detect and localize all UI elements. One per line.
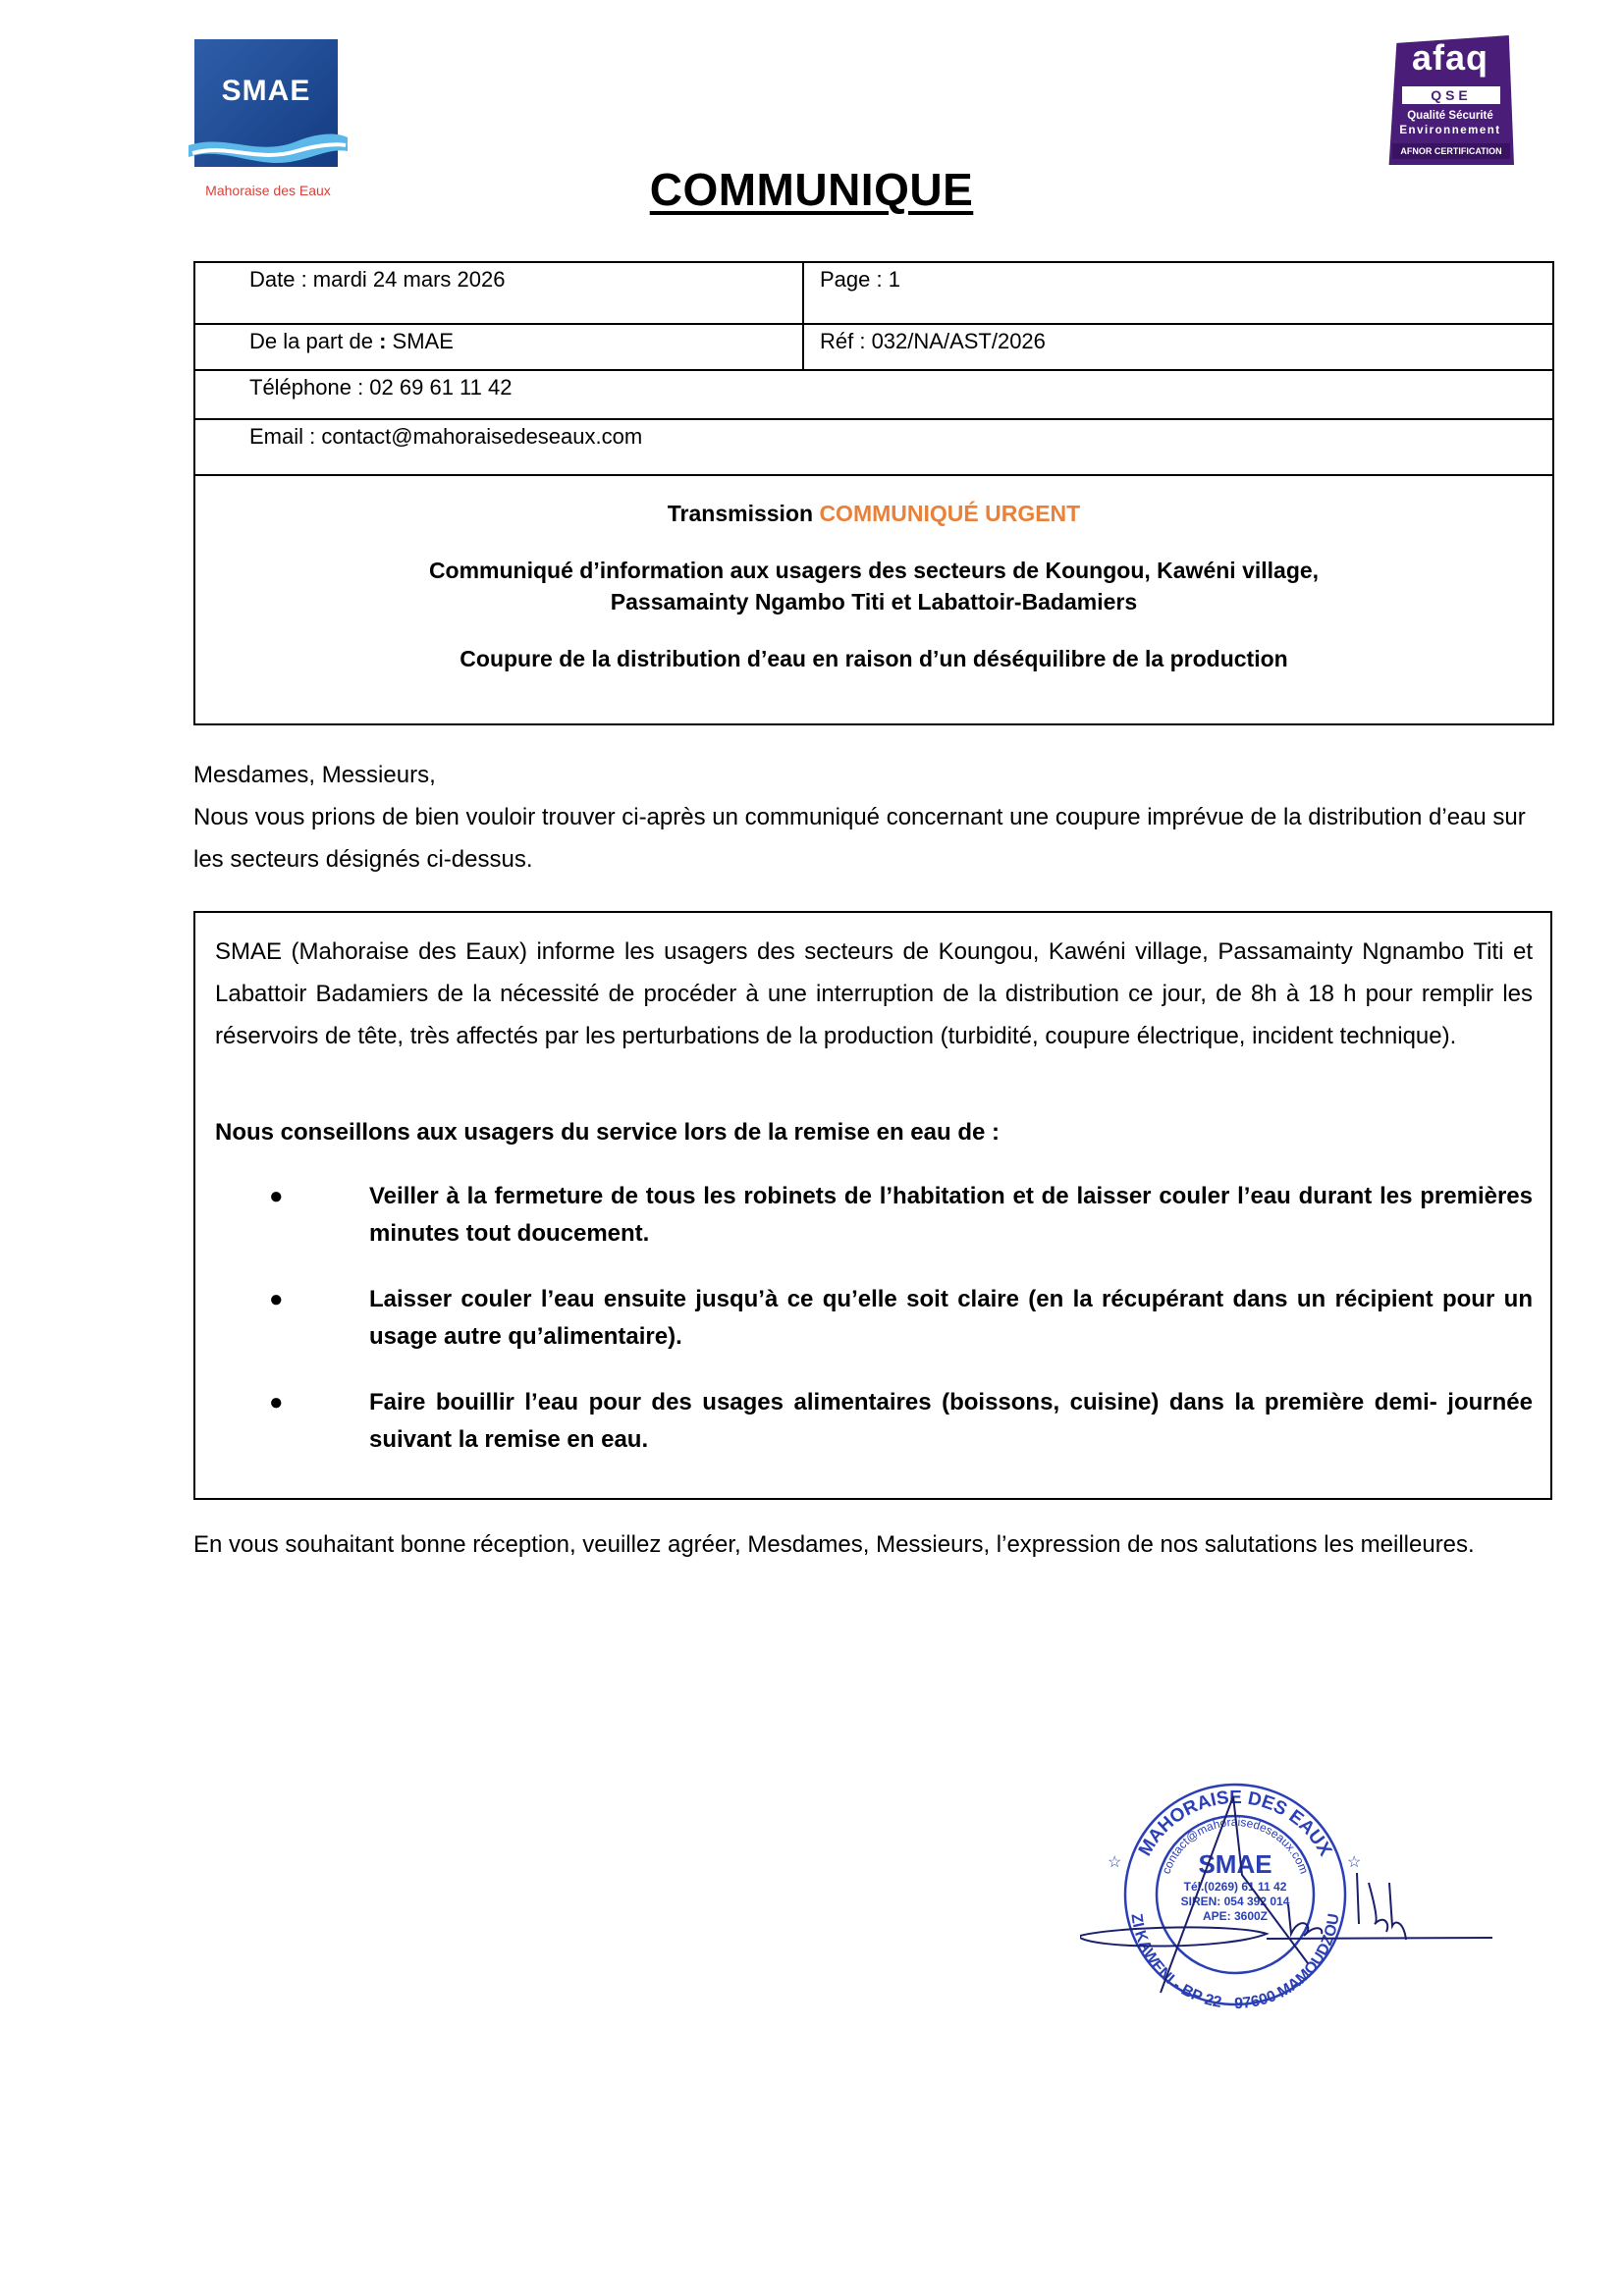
email-cell: Email : contact@mahoraisedeseaux.com [194,419,1553,475]
subject-info-line2: Passamainty Ngambo Titi et Labattoir-Badamiers [610,589,1138,614]
advice-text: Laisser couler l’eau ensuite jusqu’à ce qu’elle soit claire (en la récupérant dans un récipient pour un usage autre qu’alimentaire). [369,1286,1533,1350]
advice-text: Faire bouillir l’eau pour des usages alimentaires (boissons, cuisine) dans la première demi- journée suivant la remise en eau. [369,1389,1533,1453]
star-icon: ☆ [1108,1854,1122,1871]
afaq-certification-logo [1386,35,1514,165]
subject-info-line1: Communiqué d’information aux usagers des secteurs de Koungou, Kawéni village, [428,558,1320,583]
from-colon: : [379,329,387,353]
document-title-text: COMMUNIQUE [649,164,974,215]
stamp-inner-ring-text: contact@mahoraisedeseaux.com [1159,1814,1312,1876]
advice-item [269,1178,1533,1253]
afaq-line2: Environnement [1399,125,1501,136]
bullet-icon: ● [269,1183,284,1209]
ref-cell: Réf : 032/NA/AST/2026 [803,324,1553,370]
header-row [194,324,1553,370]
intro-section [193,754,1548,881]
transmission-label: Transmission [667,501,820,526]
star-icon: ☆ [1347,1854,1362,1871]
closing-text: En vous souhaitant bonne réception, veuillez agréer, Mesdames, Messieurs, l’expression de nos salutations les meilleures. [193,1531,1475,1558]
phone-cell: Téléphone : 02 69 61 11 42 [194,370,1553,419]
from-label: De la part de [249,329,380,353]
advice-heading: Nous conseillons aux usagers du service lors de la remise en eau de : [215,1119,1000,1146]
subject-cell [194,475,1553,724]
date-cell: Date : mardi 24 mars 2026 [194,262,803,324]
afaq-line1: Qualité Sécurité [1407,110,1493,122]
advice-item [269,1384,1533,1459]
afaq-cert-label: AFNOR CERTIFICATION [1392,143,1510,159]
stamp-outer-top: MAHORAISE DES EAUX [1134,1787,1336,1860]
header-row [194,370,1553,419]
header-row [194,262,1553,324]
transmission-line [195,498,1552,529]
document-title [0,163,1623,216]
intro-text: Nous vous prions de bien vouloir trouver ci-après un communiqué concernant une coupure imprévue de la distribution d’eau sur les secteurs désignés ci-dessus. [193,804,1526,873]
stamp-center: SMAE [1198,1849,1272,1879]
smae-logo-text: SMAE [221,75,311,107]
advice-list [269,1178,1533,1487]
stamp-siren: SIREN: 054 392 014 [1180,1895,1290,1908]
salutation: Mesdames, Messieurs, [193,762,436,788]
advice-text: Veiller à la fermeture de tous les robinets de l’habitation et de laisser couler l’eau durant les premières minutes tout doucement. [369,1183,1533,1247]
smae-tagline: Mahoraise des Eaux [205,183,331,198]
afaq-wordmark: afaq [1411,37,1489,78]
company-stamp [1080,1757,1492,2022]
header-row [194,419,1553,475]
advice-item [269,1281,1533,1356]
subject-row [194,475,1553,724]
stamp-tel: Tél.(0269) 61 11 42 [1183,1880,1287,1894]
subject-cause: Coupure de la distribution d’eau en raison d’un déséquilibre de la production [460,646,1288,671]
header-table [193,261,1554,725]
stamp-outer-bottom: ZI KAWENI - BP 22 - 97600 MAMOUDZOU [1127,1912,1343,2013]
afaq-qse-badge: QSE [1402,86,1500,104]
notice-box [193,911,1552,1500]
bullet-icon: ● [269,1286,284,1312]
bullet-icon: ● [269,1389,284,1415]
notice-paragraph: SMAE (Mahoraise des Eaux) informe les usagers des secteurs de Koungou, Kawéni village, Passamainty Ngnambo Titi et Labattoir Badamiers de la nécessité de procéder à une interruption de la distribution ce jour, de 8h à 18 h pour remplir les réservoirs de tête, très affectés par les perturbations de la production (turbidité, coupure électrique, incident technique). [215,938,1533,1049]
urgent-label: COMMUNIQUÉ URGENT [819,501,1081,526]
from-value: SMAE [386,329,454,353]
page-cell: Page : 1 [803,262,1553,324]
from-cell [194,324,803,370]
stamp-ape: APE: 3600Z [1202,1909,1269,1923]
